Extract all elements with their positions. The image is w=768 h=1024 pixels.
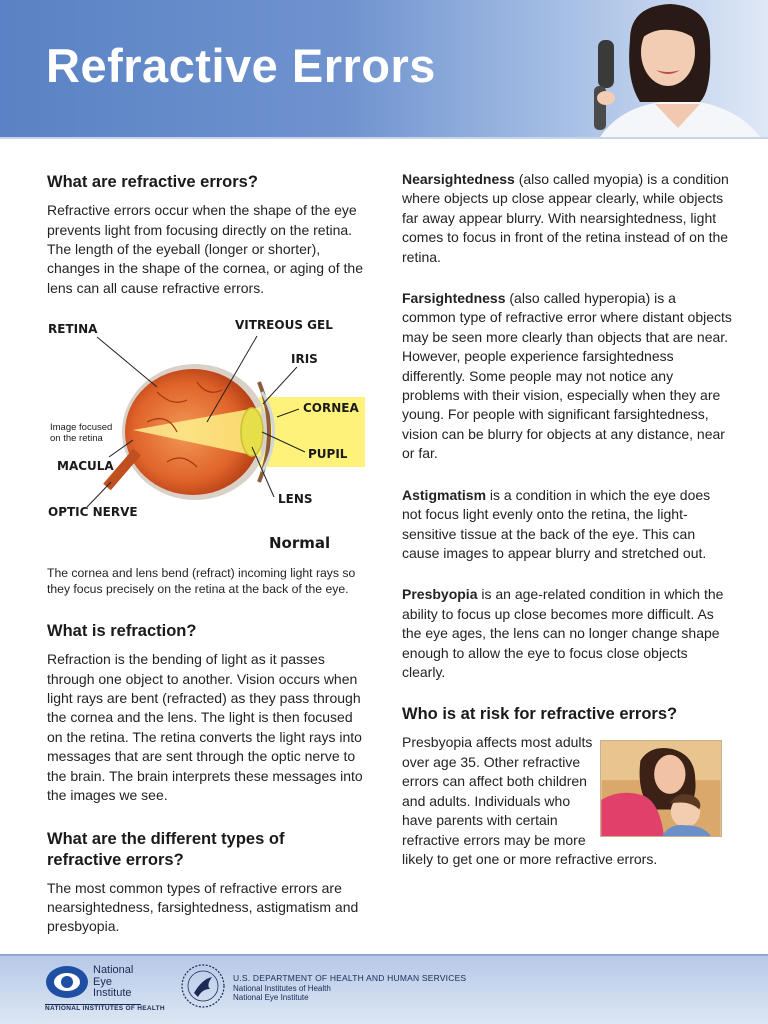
label-normal: Normal: [269, 534, 331, 552]
doctor-photo: [560, 0, 768, 137]
mother-child-photo: [600, 740, 722, 837]
section-body-risk: Presbyopia affects most adults over age 35. Other refractive errors can affect both children and adults. Individuals who have parents with certain refractive errors may be more: [402, 734, 593, 848]
nei-wordmark: National Eye Institute: [93, 964, 134, 999]
page-title: Refractive Errors: [46, 39, 436, 92]
hhs-seal-icon: [180, 963, 226, 1009]
label-macula: MACULA: [57, 459, 114, 473]
paragraph-farsightedness: Farsightedness (also called hyperopia) is a common type of refractive error where distant objects may be seen more clearly than objects that are near. However, people experience farsightedness differently. Some people may not notice any problems with their vision, especially when they are young. For people with significant farsightedness, vision can be blurry for objects at any distance, near or far.: [402, 290, 732, 462]
term-farsightedness: Farsightedness: [402, 290, 506, 307]
paragraph-presbyopia: Presbyopia is an age-related condition in which the ability to focus up close becomes more difficult. As the eye ages, the lens can no longer change shape enough to allow the eye to focus close objects clearly.: [402, 586, 724, 680]
section-body-refractive-errors: Refractive errors occur when the shape of the eye prevents light from focusing directly on the retina. The length of the eyeball (longer or shorter), changes in the shape of the cornea, or aging of the lens can all cause refractive errors.: [47, 202, 364, 296]
nih-strip: NATIONAL INSTITUTES OF HEALTH: [45, 1005, 165, 1012]
section-heading-refractive-errors: What are refractive errors?: [47, 173, 258, 191]
eye-diagram: [47, 312, 372, 557]
section-body-risk-end: likely to get one or more refractive errors.: [402, 850, 658, 867]
diagram-caption: The cornea and lens bend (refract) incoming light rays so they focus precisely on the retina at the back of the eye.: [47, 566, 356, 596]
paragraph-nearsightedness: Nearsightedness (also called myopia) is a condition where objects up close appear clearly, while objects far away appear blurry. With nearsightedness, light comes to focus in front of the retina instead of on the retina.: [402, 171, 729, 265]
section-body-types: The most common types of refractive errors are nearsightedness, farsightedness, astigmatism and presbyopia.: [47, 879, 359, 935]
section-body-refraction: Refraction is the bending of light as it passes through one object to another. Vision occurs when light rays are bent (refracted) as they pass through the cornea and the lens. The light is then focused on the retina. The retina converts the light rays into messages that are sent through the optic nerve to the brain. The brain interprets these messages into the images we see.: [47, 651, 363, 803]
label-optic-nerve: OPTIC NERVE: [48, 505, 138, 519]
term-nearsightedness: Nearsightedness: [402, 171, 515, 187]
paragraph-astigmatism: Astigmatism is a condition in which the eye does not focus light evenly onto the retina, the light-sensitive tissue at the back of the eye. This can cause images to appear blurry and stretched out.: [402, 486, 711, 561]
section-heading-refraction: What is refraction?: [47, 622, 197, 640]
label-lens: LENS: [278, 492, 313, 506]
label-iris: IRIS: [291, 352, 318, 366]
label-cornea: CORNEA: [303, 401, 359, 415]
label-image-focused: Image focused on the retina: [50, 422, 113, 444]
section-heading-risk: Who is at risk for refractive errors?: [402, 705, 678, 724]
term-presbyopia: Presbyopia: [402, 586, 478, 603]
label-pupil: PUPIL: [308, 447, 348, 461]
label-vitreous-gel: VITREOUS GEL: [235, 318, 333, 332]
label-retina: RETINA: [48, 322, 98, 336]
term-astigmatism: Astigmatism: [402, 486, 487, 503]
hhs-text: U.S. DEPARTMENT OF HEALTH AND HUMAN SERVICES National Institutes of Health National Eye Institute: [233, 973, 467, 1002]
left-column-bottom: [47, 565, 372, 937]
section-heading-types: What are the different types of refractive errors?: [47, 830, 285, 869]
left-column-top: [47, 172, 372, 298]
header-rule: [0, 137, 768, 139]
